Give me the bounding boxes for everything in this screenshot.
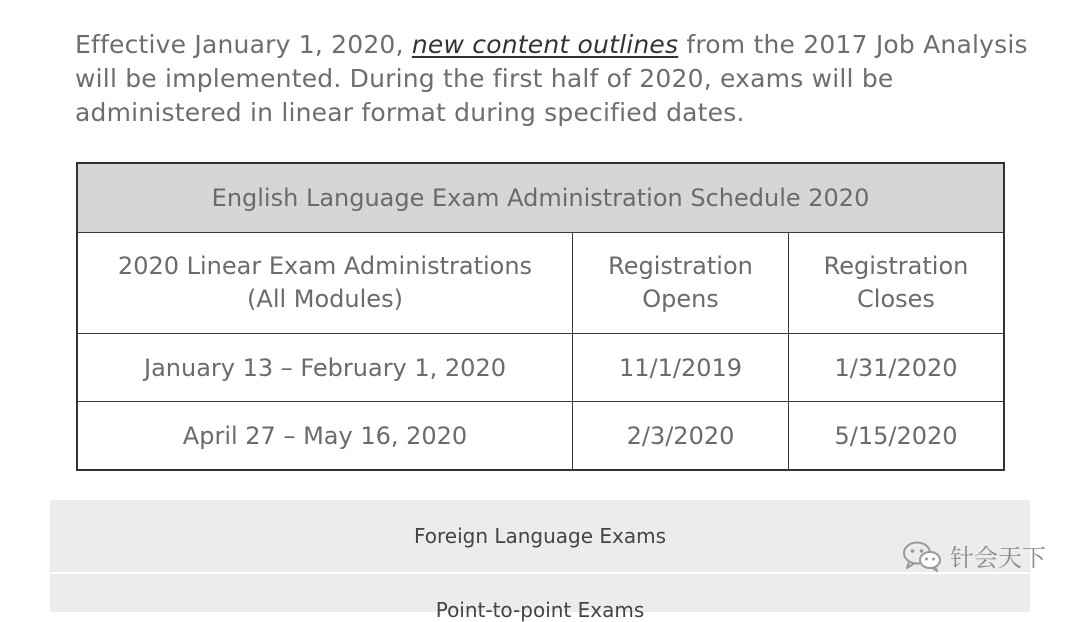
table-header-row — [77, 233, 1004, 334]
header-closes-line1: Registration — [823, 252, 969, 280]
row-opens: 11/1/2019 — [573, 334, 789, 402]
intro-paragraph — [75, 28, 1035, 130]
watermark — [902, 538, 1046, 573]
row-period: January 13 – February 1, 2020 — [77, 334, 573, 402]
accordion-item-label: Point-to-point Exams — [435, 598, 645, 622]
header-opens-line2: Opens — [642, 285, 719, 313]
table-row — [77, 402, 1004, 471]
table-row — [77, 334, 1004, 402]
row-period: April 27 – May 16, 2020 — [77, 402, 573, 471]
table-title: English Language Exam Administration Schedule 2020 — [77, 163, 1004, 233]
exam-accordion — [50, 500, 1030, 622]
accordion-item-label: Foreign Language Exams — [413, 524, 667, 548]
row-closes: 5/15/2020 — [789, 402, 1005, 471]
wechat-icon — [902, 540, 942, 572]
intro-text-before: Effective January 1, 2020, — [75, 30, 412, 59]
accordion-item-point-to-point[interactable] — [50, 574, 1030, 622]
header-administrations — [77, 233, 573, 334]
header-administrations-line1: 2020 Linear Exam Administrations — [117, 252, 533, 280]
header-registration-opens — [573, 233, 789, 334]
header-closes-line2: Closes — [857, 285, 935, 313]
intro-text-after: from the 2017 Job Analysis will be implemented. During the first half of 2020, exams will be administered in linear format during specified dates. — [75, 30, 1028, 127]
header-opens-line1: Registration — [608, 252, 753, 280]
accordion-item-foreign-language[interactable] — [50, 500, 1030, 574]
watermark-text: 针会天下 — [950, 544, 1046, 572]
row-closes: 1/31/2020 — [789, 334, 1005, 402]
row-opens: 2/3/2020 — [573, 402, 789, 471]
header-administrations-line2: (All Modules) — [247, 285, 403, 313]
table-title-row — [77, 163, 1004, 233]
content-outlines-link[interactable]: new content outlines — [411, 30, 679, 59]
header-registration-closes — [789, 233, 1005, 334]
exam-schedule-table — [76, 162, 1005, 471]
